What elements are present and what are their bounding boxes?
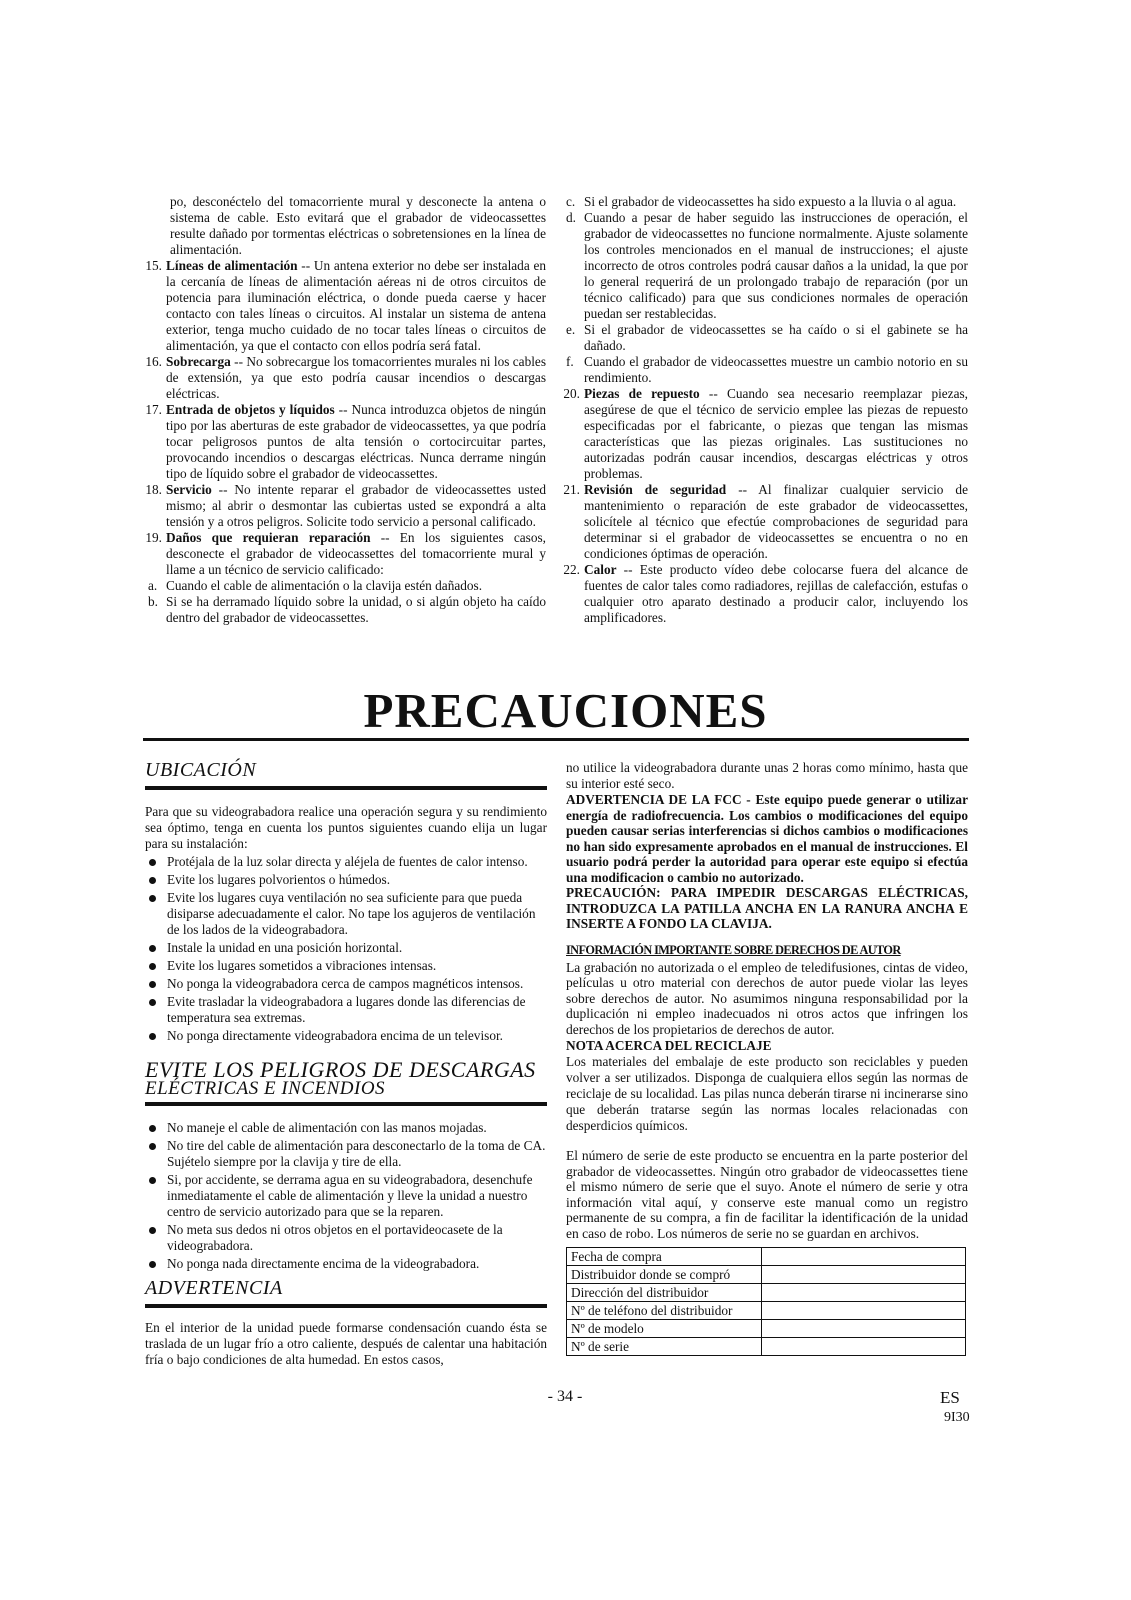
top-right-column [563, 194, 968, 626]
evite-heading-1: EVITE LOS PELIGROS DE DESCARGAS [145, 1057, 536, 1082]
item-text: Si se ha derramado líquido sobre la unidad, o si algún objeto ha caído dentro del grabador de videocassettes. [166, 594, 546, 625]
item-number: 16. [145, 354, 162, 369]
item-number: 18. [145, 482, 162, 497]
table-row [567, 1338, 966, 1356]
info-heading: INFORMACIÓN IMPORTANTE SOBRE DERECHOS DE AUTOR [566, 942, 901, 957]
bullet-dot-icon [149, 1227, 156, 1234]
lettered-item [566, 194, 968, 210]
table-value-cell[interactable] [762, 1248, 966, 1266]
item-letter: a. [148, 578, 158, 593]
registration-table [566, 1247, 966, 1356]
numbered-item [145, 258, 546, 354]
item-title: Daños que requieran reparación [166, 530, 371, 545]
advertencia-text: En el interior de la unidad puede formarse condensación cuando ésta se traslada de un lugar frío a otro caliente, después de calentar una habitación fría o bajo condiciones de alta humedad. En estos casos, [145, 1320, 547, 1367]
table-value-cell[interactable] [762, 1320, 966, 1338]
item-title: Calor [584, 562, 617, 577]
intro-paragraph: po, desconéctelo del tomacorriente mural y desconecte la antena o sistema de cable. Esto evitará que el grabador de videocassettes resulte dañado por tormentas eléctricas o sobretensiones en la línea de alimentación. [170, 194, 546, 257]
bullet-item [145, 1256, 547, 1272]
bullet-text: Evite los lugares sometidos a vibraciones intensas. [167, 958, 437, 973]
lettered-item [148, 594, 546, 626]
bullet-dot-icon [149, 963, 156, 970]
page-number: - 34 - [547, 1388, 583, 1405]
item-text: Si el grabador de videocassettes se ha caído o si el gabinete se ha dañado. [584, 322, 968, 353]
table-value-cell[interactable] [762, 1338, 966, 1356]
item-number: 19. [145, 530, 162, 545]
bullet-item [145, 890, 547, 938]
item-text: -- No sobrecargue los tomacorrientes murales ni los cables de extensión, ya que esto podría causar incendios o descargas eléctricas. [166, 354, 546, 401]
bullet-dot-icon [149, 877, 156, 884]
item-title: Entrada de objetos y líquidos [166, 402, 335, 417]
bullet-dot-icon [149, 1177, 156, 1184]
ubicacion-rule [145, 786, 547, 790]
language-code: ES [940, 1388, 960, 1407]
item-title: Piezas de repuesto [584, 386, 700, 401]
nota-heading: NOTA ACERCA DEL RECICLAJE [566, 1038, 772, 1053]
item-letter: e. [566, 322, 576, 337]
evite-rule [145, 1102, 547, 1106]
lettered-item [566, 322, 968, 354]
item-text: -- Cuando sea necesario reemplazar piezas, asegúrese de que el técnico de servicio emplee las piezas de repuesto especificadas por el fabricante, o piezas que tengan las mismas características que las piezas originales. Las sustituciones no autorizadas podrán causar incendios, descargas eléctricas y otros problemas. [584, 386, 968, 481]
bullet-item [145, 958, 547, 974]
item-number: 15. [145, 258, 162, 273]
item-text: -- En los siguientes casos, desconecte el grabador de videocassettes del tomacorriente mural y llame a un técnico de servicio calificado: [166, 530, 547, 577]
nota-text: Los materiales del embalaje de este producto son reciclables y pueden volver a ser utilizados. Disponga de cualquiera ellos según las normas de reciclaje de su localidad. Las pilas nunca deberán tirarse ni incinerarse sino que deberán tratarse según las normas locales relacionadas con desperdicios químicos. [566, 1054, 968, 1133]
top-left-column [145, 194, 547, 626]
item-text: -- Nunca introduzca objetos de ningún tipo por las aberturas de este grabador de videocassettes, ya que podría tocar peligrosos puntos de alta tensión o cortocircuitar partes, provocando incendios o descargas eléctricas. Nunca derrame ningún tipo de líquido sobre el grabador de videocassettes. [166, 402, 546, 481]
bullet-text: No ponga directamente videograbadora encima de un televisor. [167, 1028, 503, 1043]
numbered-item [563, 562, 968, 626]
item-title: Sobrecarga [166, 354, 231, 369]
bullet-text: Protéjala de la luz solar directa y aléjela de fuentes de calor intenso. [167, 854, 528, 869]
ubicacion-section [145, 760, 547, 1046]
table-value-cell[interactable] [762, 1284, 966, 1302]
bullet-dot-icon [149, 859, 156, 866]
item-title: Líneas de alimentación [166, 258, 298, 273]
doc-code: 9I30 [944, 1410, 970, 1425]
advertencia-rule [145, 1304, 547, 1308]
item-number: 22. [563, 562, 580, 577]
item-title: Servicio [166, 482, 212, 497]
bullet-dot-icon [149, 1125, 156, 1132]
fcc-warning: ADVERTENCIA DE LA FCC - Este equipo puede generar o utilizar energía de radiofrecuencia. Los cambios o modificaciones del equipo pueden causar serias interferencias si dichos cambios o modificaciones no han sido expresamente aprobados en el manual de instrucciones. El usuario podrá perder la autoridad para operar este equipo si efectúa una modificacion o cambio no autorizado. [566, 792, 968, 885]
evite-section [145, 1057, 547, 1274]
item-text: Cuando el cable de alimentación o la clavija estén dañados. [166, 578, 483, 593]
item-letter: b. [148, 594, 158, 609]
ubicacion-heading: UBICACIÓN [145, 759, 257, 781]
bullet-dot-icon [149, 895, 156, 902]
item-number: 20. [563, 386, 580, 401]
item-text: -- Al finalizar cualquier servicio de mantenimiento o reparación de este grabador de videocassettes, solicítele al técnico que efectúe comprobaciones de seguridad para determinar si el grabador de videocassettes se encuentra o no en condiciones óptimas de operación. [584, 482, 968, 561]
table-row [567, 1284, 966, 1302]
bullet-text: No maneje el cable de alimentación con las manos mojadas. [167, 1120, 487, 1135]
bullet-dot-icon [149, 1033, 156, 1040]
bullet-text: No ponga la videograbadora cerca de campos magnéticos intensos. [167, 976, 524, 991]
table-row [567, 1302, 966, 1320]
bullet-dot-icon [149, 999, 156, 1006]
bullet-item [145, 1222, 547, 1254]
numbered-item [563, 386, 968, 482]
table-label-cell: Nº de teléfono del distribuidor [567, 1302, 762, 1320]
item-text: -- Este producto vídeo debe colocarse fuera del alcance de fuentes de calor tales como radiadores, rejillas de calefacción, estufas o cualquier otro aparato destinado a producir calor, incluyendo los amplificadores. [584, 562, 968, 625]
bullet-item [145, 1028, 547, 1044]
advertencia-heading: ADVERTENCIA [145, 1277, 283, 1299]
lettered-item [566, 354, 968, 386]
precaucion-warning: PRECAUCIÓN: PARA IMPEDIR DESCARGAS ELÉCTRICAS, INTRODUZCA LA PATILLA ANCHA EN LA RANURA ANCHA E INSERTE A FONDO LA CLAVIJA. [566, 885, 968, 931]
bullet-text: No tire del cable de alimentación para desconectarlo de la toma de CA. Sujételo siempre por la clavija y tire de ella. [167, 1138, 546, 1169]
bullet-item [145, 854, 547, 870]
numbered-item [145, 354, 546, 402]
item-number: 21. [563, 482, 580, 497]
bullet-text: Si, por accidente, se derrama agua en su videograbadora, desenchufe inmediatamente el cable de alimentación y lleve la unidad a nuestro centro de servicio autorizado para que se la reparen. [167, 1172, 533, 1219]
continuation-text: no utilice la videograbadora durante unas 2 horas como mínimo, hasta que su interior esté seco. [566, 760, 968, 791]
title-rule [143, 738, 969, 741]
table-label-cell: Nº de serie [567, 1338, 762, 1356]
bullet-dot-icon [149, 1143, 156, 1150]
bullet-text: Evite trasladar la videograbadora a lugares donde las diferencias de temperatura sea extremas. [167, 994, 526, 1025]
item-text: Si el grabador de videocassettes ha sido expuesto a la lluvia o al agua. [584, 194, 957, 209]
bullet-text: Evite los lugares polvorientos o húmedos. [167, 872, 391, 887]
table-value-cell[interactable] [762, 1266, 966, 1284]
table-label-cell: Nº de modelo [567, 1320, 762, 1338]
info-text: La grabación no autorizada o el empleo de teledifusiones, cintas de video, películas u otro material con derechos de autor puede violar las leyes sobre derechos de autor. No asumimos ninguna responsabilidad por la duplicación ni empleo inadecuados ni otros actos que infringen los derechos de los propietarios de derechos de autor. [566, 959, 968, 1037]
lettered-item [148, 578, 546, 594]
table-label-cell: Fecha de compra [567, 1248, 762, 1266]
bullet-text: Instale la unidad en una posición horizontal. [167, 940, 403, 955]
main-title: PRECAUCIONES [363, 683, 768, 738]
bullet-item [145, 1172, 547, 1220]
serie-text: El número de serie de este producto se encuentra en la parte posterior del grabador de videocassettes. Ningún otro grabador de videocassettes tiene el mismo número de serie que el suyo. Anote el número de serie y otra información vital aquí, y conserve este manual como un registro permanente de su compra, a fin de facilitar la identificación de la unidad en caso de robo. Los números de serie no se guardan en archivos. [566, 1148, 968, 1241]
bullet-text: No meta sus dedos ni otros objetos en el portavideocasete de la videograbadora. [167, 1222, 503, 1253]
ubicacion-intro: Para que su videograbadora realice una operación segura y su rendimiento sea óptimo, tenga en cuenta los puntos siguientes cuando elija un lugar para su instalación: [145, 804, 547, 851]
numbered-item [145, 482, 546, 530]
item-letter: c. [566, 194, 576, 209]
item-text: -- Un antena exterior no debe ser instalada en la cercanía de líneas de alimentación aéreas ni de otros circuitos de potencia para iluminación eléctrica, o donde pueda caerse y hacer contacto con tales líneas o circuitos. Al instalar un sistema de antena exterior, tenga mucho cuidado de no tocar tales líneas o circuitos de alimentación, ya que el contacto con ellos podría será fatal. [166, 258, 546, 353]
numbered-item [145, 530, 547, 578]
bullet-dot-icon [149, 945, 156, 952]
item-text: Cuando a pesar de haber seguido las instrucciones de operación, el grabador de videocassettes no funcione normalmente. Ajuste solamente los controles mencionados en el manual de instrucciones; el ajuste incorrecto de otros controles podrá causar daños a la unidad, la que por lo general requerirá de un prolongado trabajo de reparación (por un técnico calificado) para que sus condiciones normales de operación puedan ser restablecidas. [584, 210, 968, 321]
item-number: 17. [145, 402, 162, 417]
lettered-item [566, 210, 968, 322]
bullet-item [145, 872, 547, 888]
right-lower-column [566, 760, 968, 1356]
bullet-item [145, 994, 547, 1026]
bullet-text: Evite los lugares cuya ventilación no sea suficiente para que pueda disiparse adecuadamente el calor. No tape los agujeros de ventilación de los lados de la videograbadora. [167, 890, 536, 937]
item-text: Cuando el grabador de videocassettes muestre un cambio notorio en su rendimiento. [584, 354, 968, 385]
numbered-item [145, 402, 546, 482]
bullet-item [145, 940, 547, 956]
item-letter: f. [566, 354, 574, 369]
table-row [567, 1248, 966, 1266]
item-text: -- No intente reparar el grabador de videocassettes usted mismo; al abrir o desmontar las cubiertas usted se expondrá a alta tensión y a otros peligros. Solicite todo servicio a personal calificado. [166, 482, 546, 529]
table-row [567, 1266, 966, 1284]
numbered-item [563, 482, 968, 562]
bullet-dot-icon [149, 1261, 156, 1268]
table-value-cell[interactable] [762, 1302, 966, 1320]
table-label-cell: Distribuidor donde se compró [567, 1266, 762, 1284]
bullet-text: No ponga nada directamente encima de la videograbadora. [167, 1256, 480, 1271]
bullet-dot-icon [149, 981, 156, 988]
item-letter: d. [566, 210, 576, 225]
bullet-item [145, 1138, 547, 1170]
bullet-item [145, 976, 547, 992]
bullet-item [145, 1120, 547, 1136]
advertencia-section [145, 1278, 547, 1368]
table-row [567, 1320, 966, 1338]
evite-heading-2: ELÉCTRICAS E INCENDIOS [145, 1078, 386, 1099]
item-title: Revisión de seguridad [584, 482, 727, 497]
table-label-cell: Dirección del distribuidor [567, 1284, 762, 1302]
